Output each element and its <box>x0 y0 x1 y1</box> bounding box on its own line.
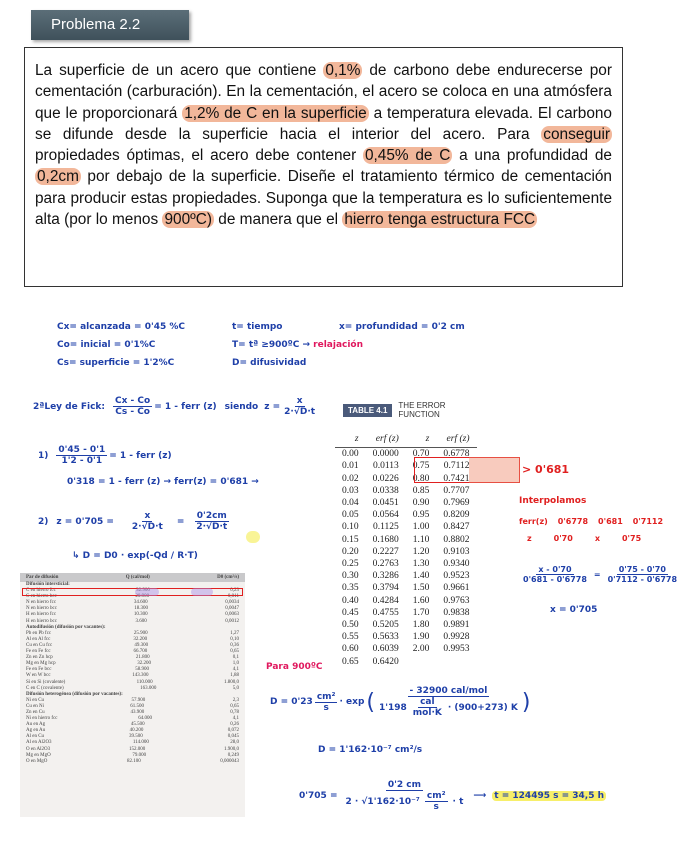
diffusion-row: Mg en Mg hcp 32.200 1,0 <box>26 661 239 667</box>
erf-table-badge: TABLE 4.1 <box>343 404 392 417</box>
erf-table-cell: 0.9763 <box>443 595 470 606</box>
erf-table-title <box>343 401 458 419</box>
note-t: t= tiempo <box>232 322 283 332</box>
erf-table-cell: 0.5633 <box>372 632 399 643</box>
arrhenius-equation: ↳ D = D0 · exp(-Qd / R·T) <box>72 551 198 561</box>
diffusion-table-header: Par de difusión Q (cal/mol) D0 (cm²/s) <box>20 573 245 582</box>
erf-table-cell: 2.00 <box>412 644 430 655</box>
erf-table-cell: 0.5205 <box>372 620 399 631</box>
note-cx: Cx= alcanzada = 0'45 %C <box>57 322 185 332</box>
erf-header-z2: z <box>406 433 437 448</box>
diffusion-section-title: Difusión intersticial: <box>26 582 70 587</box>
erf-table-cell: 0.6420 <box>372 656 399 667</box>
interp-result: x = 0'705 <box>550 605 598 615</box>
calc-exponent: - 32900 cal/mol 1'198 $\frac{\text{cal}}{\text{mol·K}}$ · (900+273) K <box>378 686 518 718</box>
erf-table-cell: 0.6778 <box>443 449 470 460</box>
erf-table-cell: 0.7707 <box>443 485 470 496</box>
erf-table-cell: 0.85 <box>412 485 430 496</box>
highlight-d0-value <box>191 588 213 596</box>
highlight-q-value <box>135 588 159 596</box>
erf-table-cell: 0.2763 <box>372 559 399 570</box>
note-cs: Cs= superficie = 1'2%C <box>57 358 175 368</box>
erf-table-cell: 0.20 <box>342 546 359 557</box>
erf-table-cell: 0.1125 <box>372 522 399 533</box>
erf-table-cell: 0.9103 <box>443 546 470 557</box>
erf-table-cell: 0.10 <box>342 522 359 533</box>
erf-table-row <box>335 656 477 668</box>
erf-table-cell: 0.0338 <box>372 485 399 496</box>
erf-table-cell: 0.7969 <box>443 498 470 509</box>
erf-table-cell: 0.0000 <box>372 449 399 460</box>
erf-table-cell: 0.3794 <box>372 583 399 594</box>
diffusion-row: Ni en hierro fcc 64.000 4,1 <box>26 716 239 722</box>
erf-table-cell: 0.70 <box>412 449 430 460</box>
erf-table-row <box>335 534 477 546</box>
note-co: Co= inicial = 0'1%C <box>57 340 156 350</box>
erf-table-cell: 1.30 <box>412 559 430 570</box>
erf-table-cell: 0.9838 <box>443 607 470 618</box>
highlight-conseguir: conseguir <box>543 125 610 143</box>
erf-table-cell: 0.05 <box>342 510 359 521</box>
erf-mark: > 0'681 <box>522 463 570 476</box>
fick-law: 2ªLey de Fick: $\frac{Cx - Co}{Cs - Co}$ = 1 - ferr (z) siendo z = $\frac{x}{2\cdot√D\cdot t}$ <box>33 396 316 417</box>
interp-title: Interpolamos <box>519 496 587 506</box>
highlight-initial-carbon: 0,1% <box>325 62 361 79</box>
erf-table-row <box>335 607 477 619</box>
diffusion-row: O en Al2O3 152.000 1.900,0 <box>26 746 239 752</box>
diffusion-row: Zn en Cu 43.900 0,78 <box>26 709 239 715</box>
erf-table-cell: 0.9523 <box>443 571 470 582</box>
erf-table-cell: 0.3286 <box>372 571 399 582</box>
erf-table-cell: 1.10 <box>412 534 430 545</box>
diffusion-row: Pb en Pb fcc 25.900 1,27 <box>26 630 239 636</box>
erf-table-cell: 0.00 <box>342 449 359 460</box>
diffusion-row: W en W bcc 143.300 1,88 <box>26 673 239 679</box>
erf-table-cell: 0.4755 <box>372 607 399 618</box>
erf-table-cell: 0.55 <box>342 632 359 643</box>
erf-table-cell: 0.9891 <box>443 620 470 631</box>
erf-table-cell: 0.60 <box>342 644 359 655</box>
erf-table-row <box>335 509 477 521</box>
erf-table-cell: 0.65 <box>342 656 359 667</box>
erf-table-cell: 0.02 <box>342 473 359 484</box>
diffusion-row: Ni en Cu 57.900 2,3 <box>26 697 239 703</box>
note-x: x= profundidad = 0'2 cm <box>339 322 465 332</box>
erf-highlight-fill <box>469 457 520 483</box>
calc-time-equation: 0'705 = 0'2 cm 2 · √1'162·10⁻⁷ $\frac{\text{cm²}}{s}$ · t ⟶ t = 124495 s = 34,5 h <box>299 780 605 812</box>
diffusion-section-title: Autodifusión (difusión por vacantes): <box>26 624 106 630</box>
diffusion-row: Al en Cu 39.500 0,045 <box>26 734 239 740</box>
erf-table-cell: 0.50 <box>342 620 359 631</box>
erf-table-cell: 0.25 <box>342 559 359 570</box>
erf-table-row <box>335 643 477 655</box>
step-1: 1) $\frac{0'45 - 0'1}{1'2 - 0'1}$ = 1 - ferr (z) <box>38 445 172 466</box>
problem-statement: La superficie de un acero que contiene 0,1% de carbono debe endurecerse por cementación (carburación). En la cementación, el acero se coloca en una atmósfera que le proporcionará 1,2% de C en la superficie a temperatura elevada. El carbono se difunde desde la superficie hacia el interior del acero. Para conseguir propiedades óptimas, el acero debe contener 0,45% de C a una profundidad de 0,2cm por debajo de la superficie. Diseñe el tratamiento térmico de cementación para producir estas propiedades. Suponga que la temperatura es lo suficientemente alta (por lo menos 900ºC) de manera que el hierro tenga estructura FCC <box>24 47 623 287</box>
erf-table-cell: 1.60 <box>412 595 430 606</box>
erf-table-row <box>335 595 477 607</box>
erf-table-cell: 0.01 <box>342 461 359 472</box>
step-2: 2) z = 0'705 = $\frac{x}{2\cdot√D\cdot t}$ = $\frac{0'2cm}{2\cdot√D\cdot t}$ <box>38 511 228 532</box>
erf-table-cell: 0.0564 <box>372 510 399 521</box>
erf-table-cell: 1.20 <box>412 546 430 557</box>
diffusion-data-table <box>20 573 245 817</box>
erf-table-row <box>335 497 477 509</box>
erf-table-cell <box>406 656 437 668</box>
highlight-marker <box>246 531 260 543</box>
highlight-target-carbon: 0,45% de C <box>364 147 451 165</box>
diffusion-row: Cu en Cu fcc 49.300 0,36 <box>26 642 239 648</box>
erf-header-erf2: erf (z) <box>436 433 476 448</box>
diffusion-row: Fe en Fe fcc 66.700 0,65 <box>26 649 239 655</box>
erf-table-row <box>335 558 477 570</box>
diffusion-section-title: Difusión heterogénea (difusión por vacantes): <box>26 691 123 697</box>
erf-table-cell: 0.0451 <box>372 498 399 509</box>
erf-table-cell: 1.90 <box>412 632 430 643</box>
erf-table-caption: THE ERROR FUNCTION <box>398 401 446 419</box>
erf-table-row <box>335 582 477 594</box>
erf-table-cell: 0.9953 <box>443 644 470 655</box>
diffusion-row: N en hierro bcc 18.300 0,0047 <box>26 606 239 612</box>
erf-table-cell: 1.70 <box>412 607 430 618</box>
erf-table-cell: 0.75 <box>412 461 430 472</box>
erf-table-cell: 0.8209 <box>443 510 470 521</box>
erf-header-z1: z <box>335 433 366 448</box>
erf-table-row <box>335 521 477 533</box>
interp-row-1: ferr(z) 0'6778 0'681 0'7112 <box>519 517 664 526</box>
diffusion-row: Cu en Ni 61.500 0,65 <box>26 703 239 709</box>
erf-table-cell: 0.9661 <box>443 583 470 594</box>
erf-table-cell: 0.8802 <box>443 534 470 545</box>
erf-table-cell: 0.7112 <box>443 461 470 472</box>
calc-para: Para 900ºC <box>266 662 323 672</box>
erf-table-cell: 1.80 <box>412 620 430 631</box>
final-answer: t = 124495 s = 34,5 h <box>494 791 605 801</box>
diffusion-row: Au en Ag 45.500 0,26 <box>26 722 239 728</box>
diffusion-row: H en hierro fcc 10.300 0,0063 <box>26 612 239 618</box>
erf-table-cell: 0.04 <box>342 498 359 509</box>
erf-table-cell: 0.0113 <box>372 461 399 472</box>
erf-table-cell: 0.0226 <box>372 473 399 484</box>
erf-table-cell: 0.9928 <box>443 632 470 643</box>
highlight-surface-carbon: 1,2% de C en la superficie <box>184 104 367 122</box>
erf-header-erf1: erf (z) <box>366 433 406 448</box>
diffusion-row: Zn en Zn hcp 21.800 0,1 <box>26 655 239 661</box>
diffusion-row: Si en Si (covalente) 110.000 1.800,0 <box>26 679 239 685</box>
erf-table-cell: 0.35 <box>342 583 359 594</box>
interp-equation: $\frac{x - 0'70}{0'681 - 0'6778}$ = $\frac{0'75 - 0'70}{0'7112 - 0'6778}$ <box>523 565 678 584</box>
diffusion-row: Mg en MgO 79.000 0,249 <box>26 752 239 758</box>
erf-table-cell: 0.7421 <box>443 473 470 484</box>
erf-table-cell: 0.80 <box>412 473 430 484</box>
erf-table-cell: 1.00 <box>412 522 430 533</box>
erf-table-cell: 0.6039 <box>372 644 399 655</box>
erf-table-cell: 0.95 <box>412 510 430 521</box>
erf-table-cell: 1.40 <box>412 571 430 582</box>
calc-d-result: D = 1'162·10⁻⁷ cm²/s <box>318 745 423 755</box>
erf-table-cell: 0.2227 <box>372 546 399 557</box>
step-1-line-2: 0'318 = 1 - ferr (z) → ferr(z) = 0'681 → <box>67 477 259 487</box>
note-T: T= tª ≥900ºC → relajación <box>232 340 364 350</box>
erf-table-cell: 0.40 <box>342 595 359 606</box>
erf-table-row <box>335 546 477 558</box>
diffusion-row: Al en Al fcc 32.200 0,10 <box>26 636 239 642</box>
calc-diffusivity: D = 0'23 $\frac{\text{cm²}}{s}$ · exp ( - 32900 cal/mol 1'198 $\frac{\text{cal}}{\text{mol·K}}$ · (900+273) K ) <box>270 686 531 718</box>
problem-title: Problema 2.2 <box>31 10 189 40</box>
erf-table-cell: 0.8427 <box>443 522 470 533</box>
erf-table-row <box>335 631 477 643</box>
highlight-depth: 0,2cm <box>37 168 79 186</box>
diffusion-row: H en hierro bcc 3.600 0,0012 <box>26 618 239 624</box>
erf-table-row <box>335 619 477 631</box>
note-D: D= difusividad <box>232 358 307 368</box>
erf-table-cell <box>436 656 476 668</box>
highlight-temperature: 900ºC) <box>164 211 213 229</box>
erf-table-cell: 0.15 <box>342 534 359 545</box>
diffusion-row: Ag en Au 40.200 0,072 <box>26 728 239 734</box>
erf-table-cell: 0.90 <box>412 498 430 509</box>
diffusion-row: C en C (covalente) 163.000 5,0 <box>26 685 239 691</box>
diffusion-row: N en hierro fcc 34.600 0,0034 <box>26 600 239 606</box>
erf-table-row <box>335 570 477 582</box>
erf-table-cell: 0.30 <box>342 571 359 582</box>
step-2-denominator: 2·√D·t <box>196 522 228 532</box>
erf-table-cell: 0.4284 <box>372 595 399 606</box>
highlight-fcc: hierro tenga estructura FCC <box>344 211 536 229</box>
diffusion-row: O en MgO 82.100 0,000043 <box>26 758 239 764</box>
erf-table-cell: 1.50 <box>412 583 430 594</box>
erf-table-cell: 0.45 <box>342 607 359 618</box>
interp-row-2: z 0'70 x 0'75 <box>527 534 642 543</box>
erf-table-row <box>335 485 477 497</box>
diffusion-row: Fe en Fe bcc 58.900 4,1 <box>26 667 239 673</box>
diffusion-row: C en hierro bcc 20.900 0,011 <box>26 594 239 600</box>
erf-table-cell: 0.1680 <box>372 534 399 545</box>
erf-table-cell: 0.9340 <box>443 559 470 570</box>
erf-table-cell: 0.03 <box>342 485 359 496</box>
diffusion-row: Al en Al2O3 114.000 28,0 <box>26 740 239 746</box>
diffusion-row: C en hierro fcc 32.900 0,23 <box>26 588 239 594</box>
